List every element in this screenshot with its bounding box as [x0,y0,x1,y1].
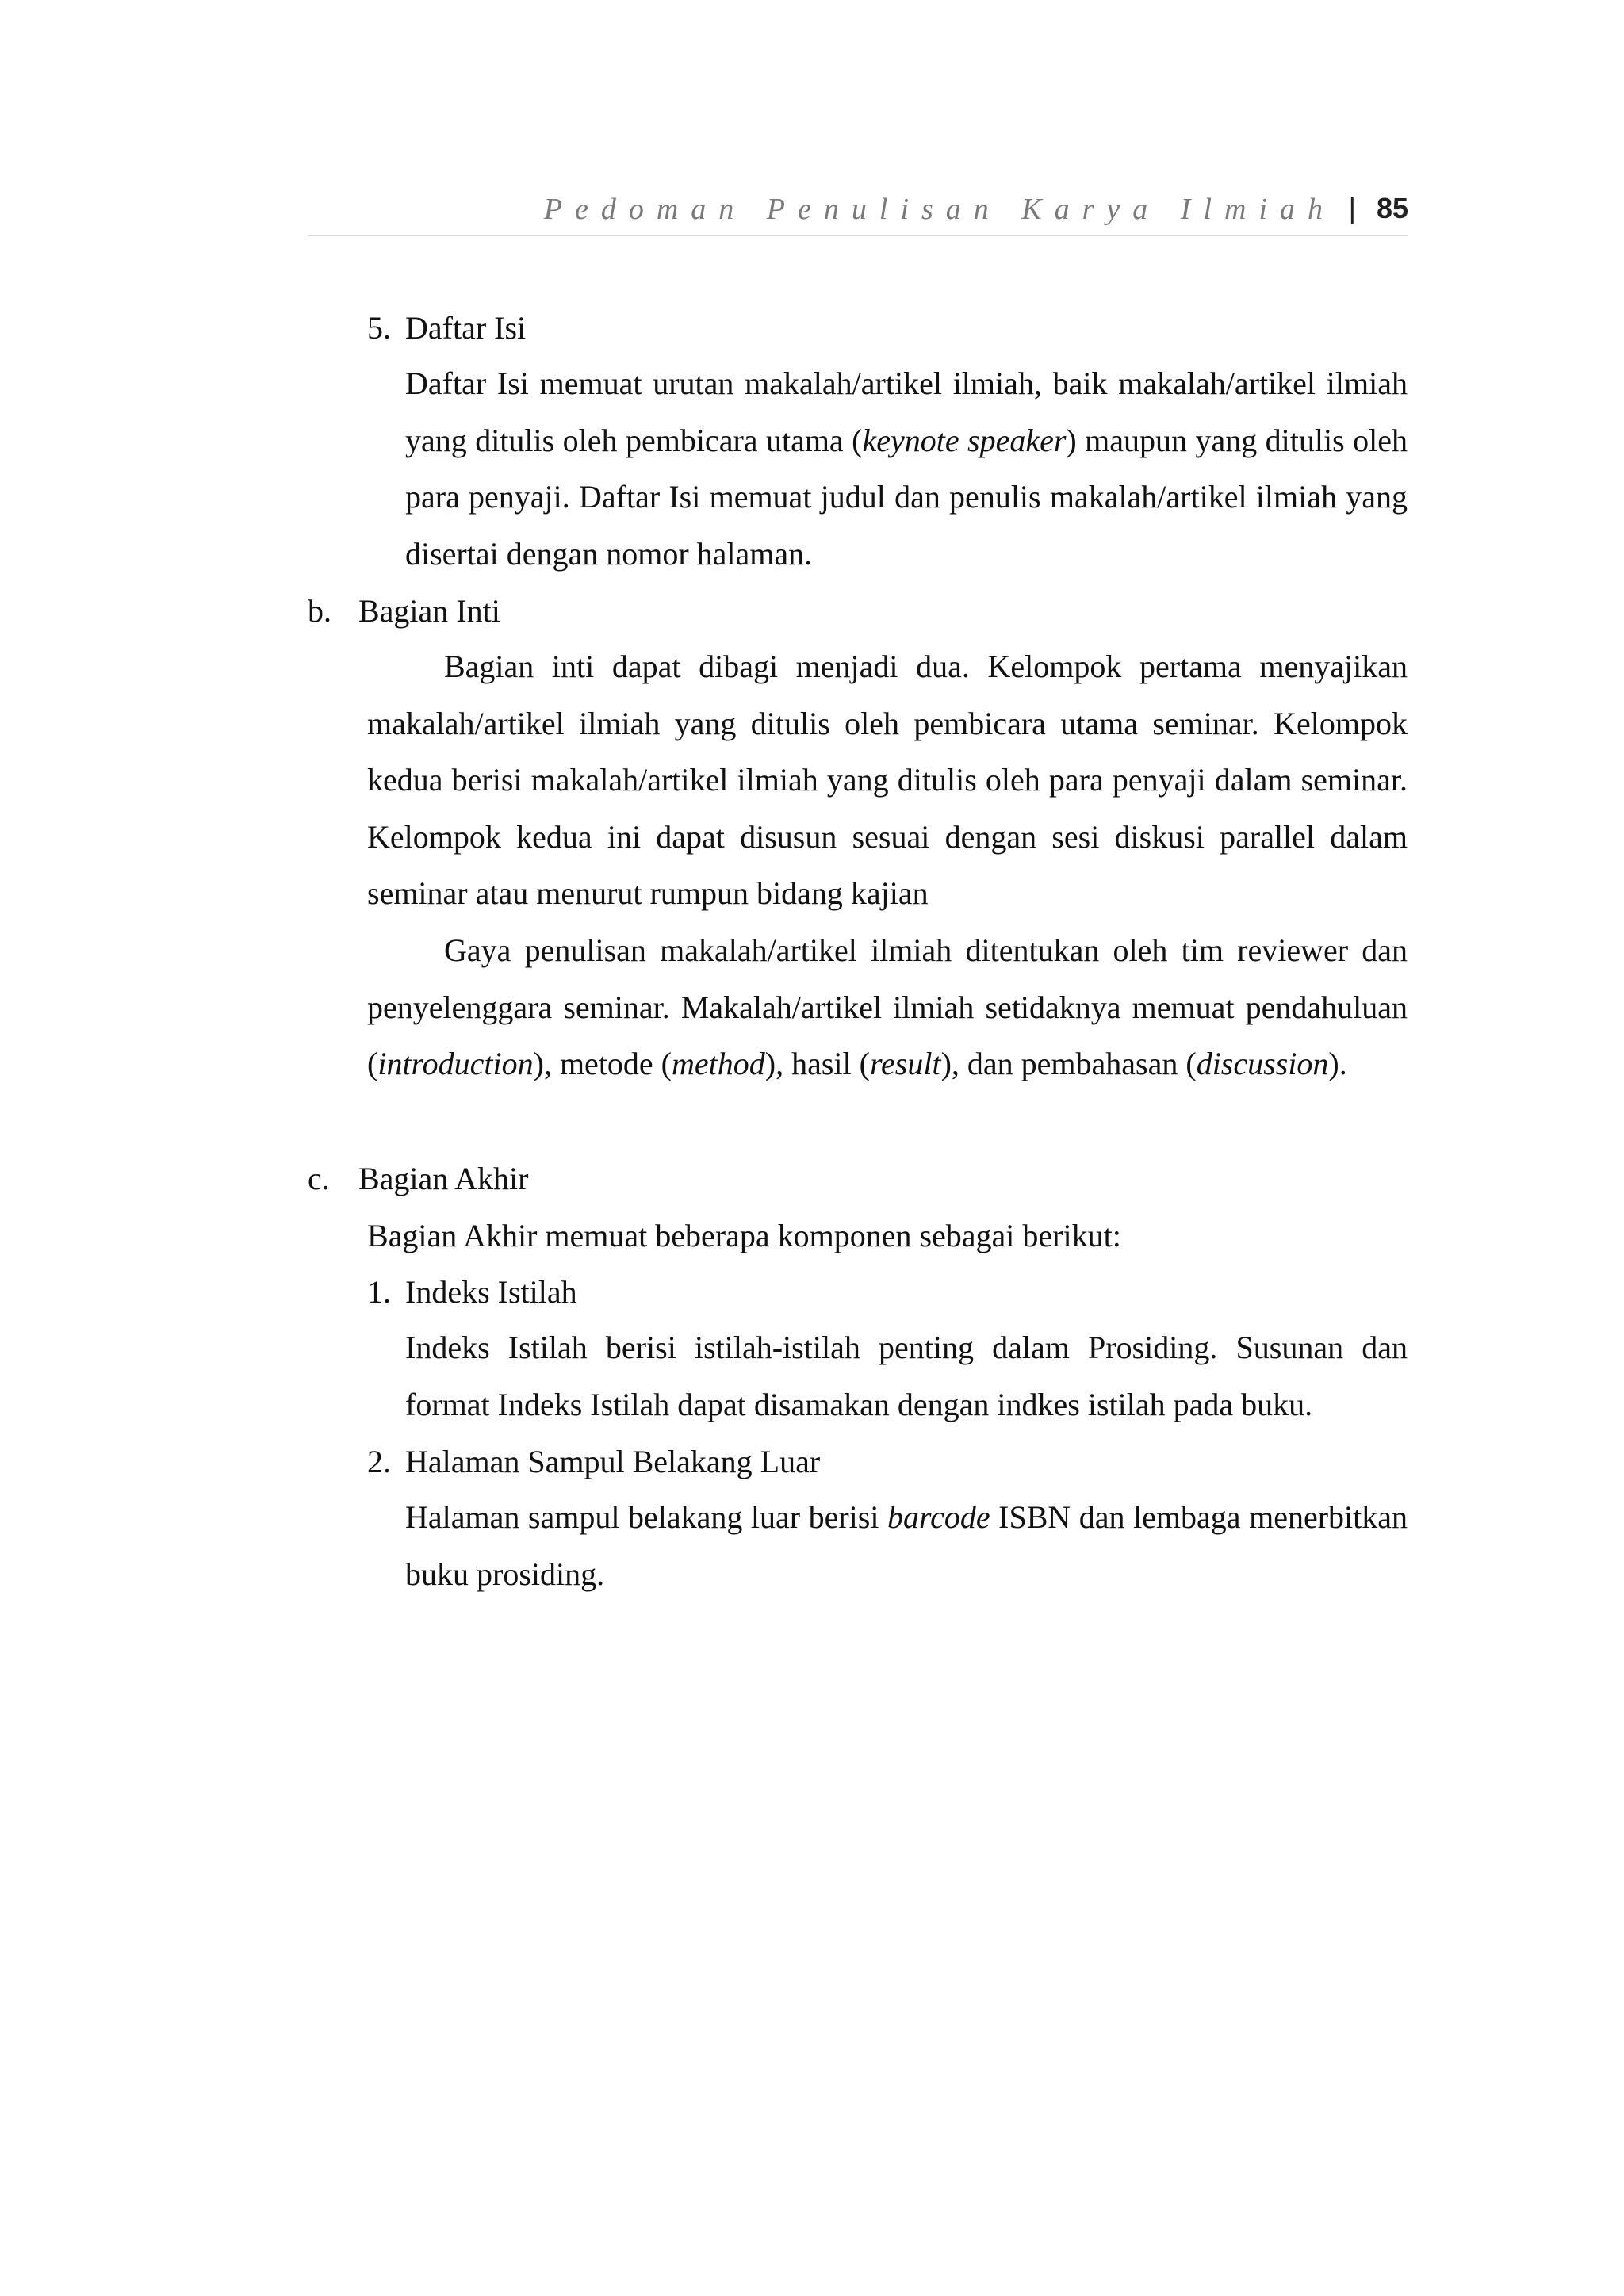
section-title: Bagian Akhir [358,1161,529,1196]
paragraph [405,1489,1408,1602]
italic-term: result [869,1046,941,1081]
text-run: ), hasil ( [764,1046,870,1081]
list-item-heading [367,309,526,347]
section-intro: Bagian Akhir memuat beberapa komponen sebagai berikut: [367,1218,1121,1253]
text-run: Daftar Isi memuat urutan makalah/artikel ilmiah, baik makalah/artikel ilmiah yang ditulis oleh pembicara utama ( [405,365,1408,458]
list-item-title: Indeks Istilah [405,1274,577,1310]
list-item-heading [367,1273,577,1311]
italic-term: keynote speaker [862,422,1067,458]
list-number: 1. [367,1274,391,1310]
section-heading [308,1160,528,1198]
list-item-title: Halaman Sampul Belakang Luar [405,1444,821,1479]
section-letter: b. [308,593,331,629]
italic-term: introduction [377,1046,534,1081]
paragraph [405,355,1408,582]
list-item-heading [367,1443,820,1481]
paragraph: Bagian inti dapat dibagi menjadi dua. Kelompok pertama menyajikan makalah/artikel ilmiah yang ditulis oleh pembicara utama seminar. Kelompok kedua berisi makalah/artikel ilmiah yang ditulis oleh para penyaji dalam seminar. Kelompok kedua ini dapat disusun sesuai dengan sesi diskusi parallel dalam seminar atau menurut rumpun bidang kajian [367,649,1408,911]
italic-term: method [672,1046,765,1081]
paragraph: Indeks Istilah berisi istilah-istilah penting dalam Prosiding. Susunan dan format Indeks Istilah dapat disamakan dengan indkes istilah pada buku. [405,1330,1408,1422]
paragraph [367,922,1408,1093]
text-run: ) maupun yang ditulis oleh para penyaji. Daftar Isi memuat judul dan penulis makalah/artikel ilmiah yang disertai dengan nomor halaman. [405,422,1408,572]
text-run: ), dan pembahasan ( [940,1046,1197,1081]
page-number: 85 [1376,192,1408,224]
text-run: ISBN dan lembaga menerbitkan buku prosiding. [405,1499,1408,1592]
list-number: 5. [367,310,391,346]
text-run: ). [1328,1046,1347,1081]
text-run: Gaya penulisan makalah/artikel ilmiah ditentukan oleh tim reviewer dan penyelenggara seminar. Makalah/artikel ilmiah setidaknya memuat pendahuluan ( [367,932,1408,1081]
running-title: Pedoman Penulisan Karya Ilmiah [543,193,1335,226]
page-header [308,187,1408,236]
section-heading [308,592,500,630]
list-number: 2. [367,1444,391,1479]
list-item-title: Daftar Isi [405,310,527,346]
header-separator: | [1348,192,1356,224]
italic-term: barcode [887,1499,990,1535]
section-letter: c. [308,1161,330,1196]
italic-term: discussion [1196,1046,1329,1081]
section-title: Bagian Inti [358,593,500,629]
text-run: ), metode ( [533,1046,672,1081]
text-run: Halaman sampul belakang luar berisi [405,1499,887,1535]
